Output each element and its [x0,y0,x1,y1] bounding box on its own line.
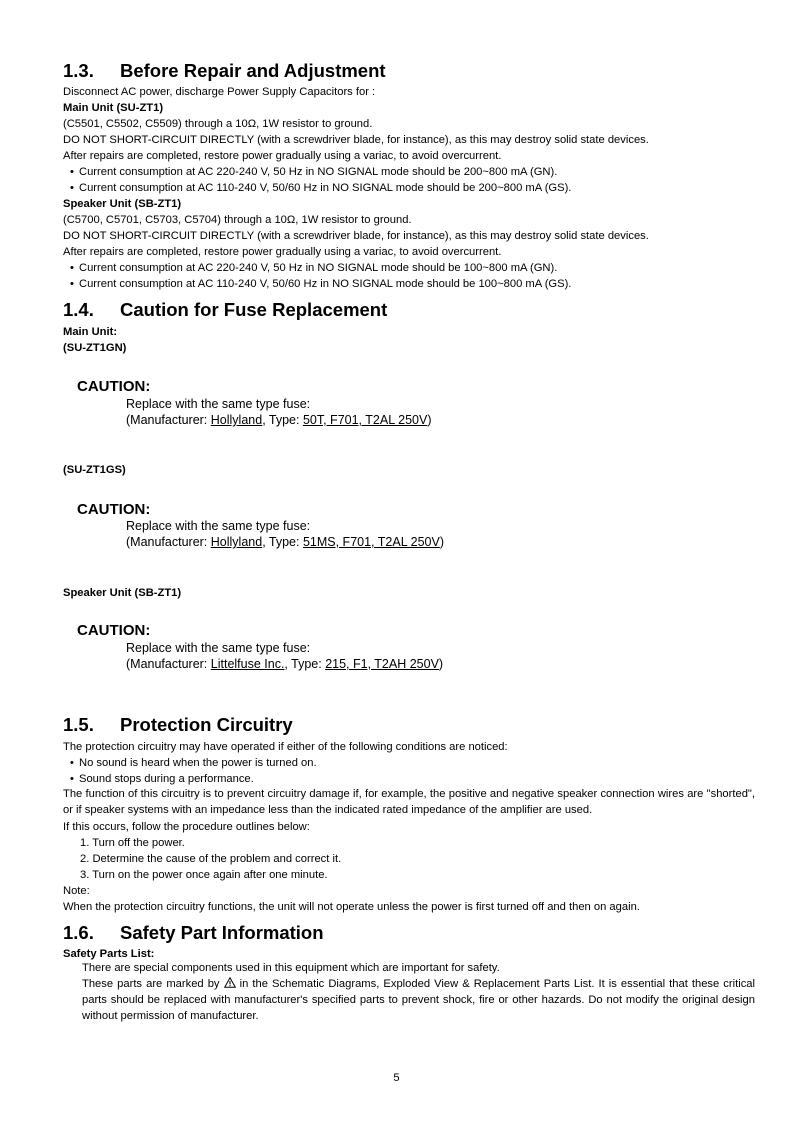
procedure-step-1: 1. Turn off the power. [80,837,185,849]
manufacturer-name: Hollyland [210,413,263,427]
protection-function-paragraph: The function of this circuitry is to prevent circuitry damage if, for example, the positive and negative speaker connection wires are "shorted", or if speaker systems with an impedance less than the indicated rated impedance of the amplifier are used. [63,788,755,816]
procedure-step-2: 2. Determine the cause of the problem and correct it. [80,853,342,865]
main-unit-heading: Main Unit (SU-ZT1) [63,102,164,114]
note-label: Note: [63,885,90,897]
section-title: Before Repair and Adjustment [120,60,386,81]
fuse-spec-gs [126,534,444,550]
section-title: Caution for Fuse Replacement [120,299,388,320]
type-prefix: , Type: [262,535,303,549]
caution-label: CAUTION: [77,622,151,639]
manufacturer-prefix: (Manufacturer: [126,535,211,549]
section-number: 1.5. [63,714,94,735]
protection-intro: The protection circuitry may have operated if either of the following conditions are noticed: [63,741,508,753]
section-1-4-heading [63,299,387,321]
main-current-bullet-2: • Current consumption at AC 110-240 V, 50/60 Hz in NO SIGNAL mode should be 200~800 mA (GS). [70,181,571,195]
close-paren: ) [438,657,444,671]
manufacturer-prefix: (Manufacturer: [126,657,211,671]
close-paren: ) [427,413,432,427]
fuse-spec-speaker [126,656,443,672]
gn-model-label: (SU-ZT1GN) [63,342,127,354]
type-prefix: , Type: [262,413,303,427]
safety-paragraph-2 [82,976,755,1024]
replace-fuse-text: Replace with the same type fuse: [126,641,311,655]
safety-paragraph-1: There are special components used in this equipment which are important for safety. [82,962,500,974]
gs-model-label: (SU-ZT1GS) [63,464,126,476]
speaker-current-bullet-1: • Current consumption at AC 220-240 V, 50 Hz in NO SIGNAL mode should be 100~800 mA (GN). [70,261,557,275]
section-1-3-heading [63,60,386,82]
speaker-warning-text: DO NOT SHORT-CIRCUIT DIRECTLY (with a screwdriver blade, for instance), as this may destroy solid state devices. [63,230,649,242]
speaker-restore-text: After repairs are completed, restore power gradually using a variac, to avoid overcurrent. [63,246,502,258]
main-current-bullet-1: • Current consumption at AC 220-240 V, 50 Hz in NO SIGNAL mode should be 200~800 mA (GN). [70,165,557,179]
close-paren: ) [439,535,445,549]
intro-text: Disconnect AC power, discharge Power Supply Capacitors for : [63,86,376,98]
condition-bullet-2: • Sound stops during a performance. [70,772,254,786]
speaker-capacitors-text: (C5700, C5701, C5703, C5704) through a 10Ω, 1W resistor to ground. [63,214,412,226]
condition-bullet-1: • No sound is heard when the power is turned on. [70,756,317,770]
warning-triangle-icon [224,977,236,988]
safety-text-after-mark: in the Schematic Diagrams, Exploded View & Replacement Parts List. It is essential that these critical parts should be replaced with manufacturer's specified parts to prevent shock, fire or other hazards. Do not modify the original design without permission of manufacturer. [82,978,755,1022]
note-text: When the protection circuitry functions, the unit will not operate unless the power is first turned off and then on again. [63,901,640,913]
manufacturer-prefix: (Manufacturer: [126,413,211,427]
fuse-type: 215, F1, T2AH 250V [325,657,439,671]
section-number: 1.4. [63,299,94,320]
safety-parts-list-label: Safety Parts List: [63,948,155,960]
caution-label: CAUTION: [77,378,151,395]
type-prefix: , Type: [284,657,326,671]
replace-fuse-text: Replace with the same type fuse: [126,519,311,533]
section-title: Protection Circuitry [120,714,293,735]
speaker-current-bullet-2: • Current consumption at AC 110-240 V, 50/60 Hz in NO SIGNAL mode should be 100~800 mA (GS). [70,277,571,291]
main-restore-text: After repairs are completed, restore power gradually using a variac, to avoid overcurrent. [63,150,502,162]
procedure-intro: If this occurs, follow the procedure outlines below: [63,821,310,833]
fuse-type: 50T, F701, T2AL 250V [302,413,428,427]
main-unit-label: Main Unit: [63,326,118,338]
page-number: 5 [393,1072,400,1084]
section-1-6-heading [63,922,324,944]
fuse-type: 51MS, F701, T2AL 250V [302,535,440,549]
fuse-spec-gn [126,412,432,428]
speaker-unit-label: Speaker Unit (SB-ZT1) [63,587,182,599]
caution-label: CAUTION: [77,501,151,518]
procedure-step-3: 3. Turn on the power once again after one minute. [80,869,328,881]
section-1-5-heading [63,714,293,736]
speaker-unit-heading: Speaker Unit (SB-ZT1) [63,198,182,210]
section-number: 1.6. [63,922,94,943]
section-number: 1.3. [63,60,94,81]
manufacturer-name: Hollyland [210,535,263,549]
section-title: Safety Part Information [120,922,324,943]
main-warning-text: DO NOT SHORT-CIRCUIT DIRECTLY (with a screwdriver blade, for instance), as this may destroy solid state devices. [63,134,649,146]
main-capacitors-text: (C5501, C5502, C5509) through a 10Ω, 1W resistor to ground. [63,118,373,130]
safety-text-before-mark: These parts are marked by [82,978,224,990]
manufacturer-name: Littelfuse Inc. [210,657,285,671]
replace-fuse-text: Replace with the same type fuse: [126,397,311,411]
